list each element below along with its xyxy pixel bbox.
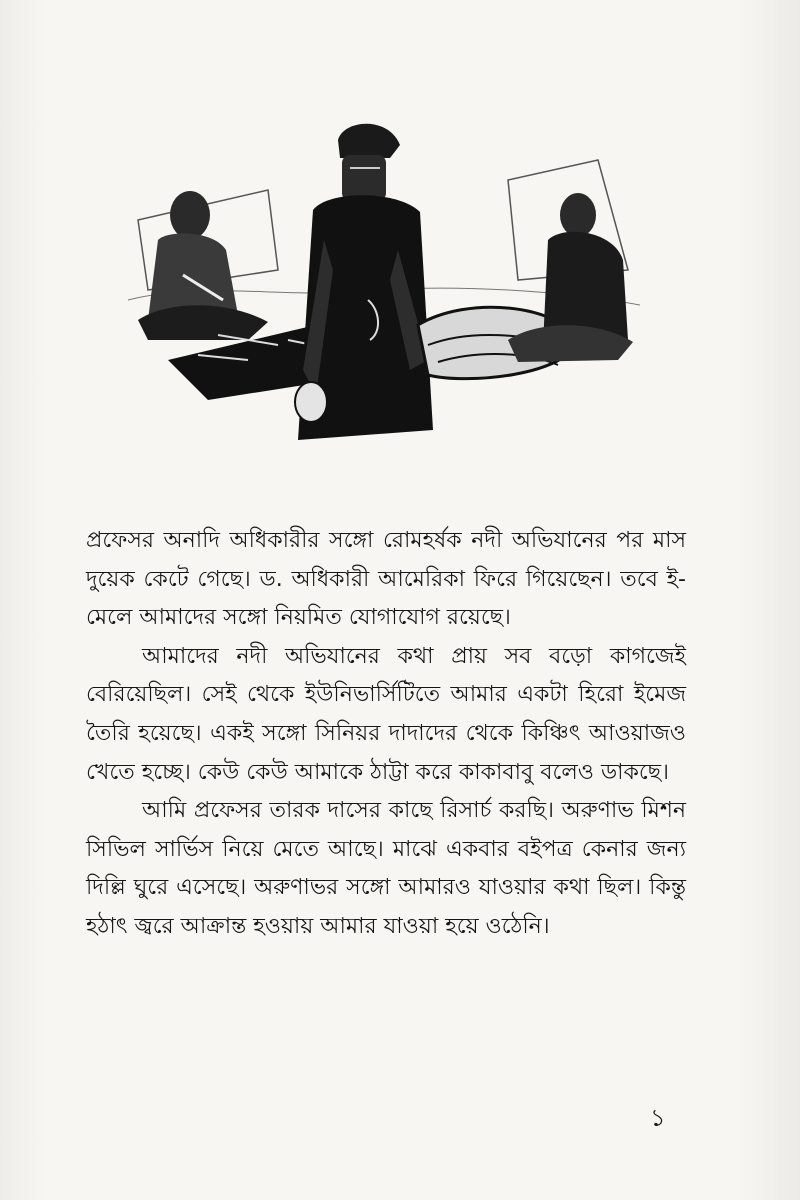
paragraph-1: প্রফেসর অনাদি অধিকারীর সঙ্গো রোমহর্ষক নদী অভিযানের পর মাস দুয়েক কেটে গেছে। ড. অধিকারী আমেরিকা ফিরে গিয়েছেন। তবে ই-মেলে আমাদের সঙ্গো নিয়মিত যোগাযোগ রয়েছে। [86,528,686,631]
body-text [86,522,686,947]
market-scene-illustration [128,100,640,450]
page-number: ১ [650,1104,666,1132]
paragraph-2: আমাদের নদী অভিযানের কথা প্রায় সব বড়ো কাগজেই বেরিয়েছিল। সেই থেকে ইউনিভার্সিটিতে আমার একটা হিরো ইমেজ তৈরি হয়েছে। একই সঙ্গো সিনিয়র দাদাদের থেকে কিঞ্চিৎ আওয়াজও খেতে হচ্ছে। কেউ কেউ আমাকে ঠাট্টা করে কাকাবাবু বলেও ডাকছে। [86,643,686,785]
paragraph-3: আমি প্রফেসর তারক দাসের কাছে রিসার্চ করছি। অরুণাভ মিশন সিভিল সার্ভিস নিয়ে মেতে আছে। মাঝে একবার বইপত্র কেনার জন্য দিল্লি ঘুরে এসেছে। অরুণাভর সঙ্গো আমারও যাওয়ার কথা ছিল। কিন্তু হঠাৎ জ্বরে আক্রান্ত হওয়ায় আমার যাওয়া হয়ে ওঠেনি। [86,798,686,939]
